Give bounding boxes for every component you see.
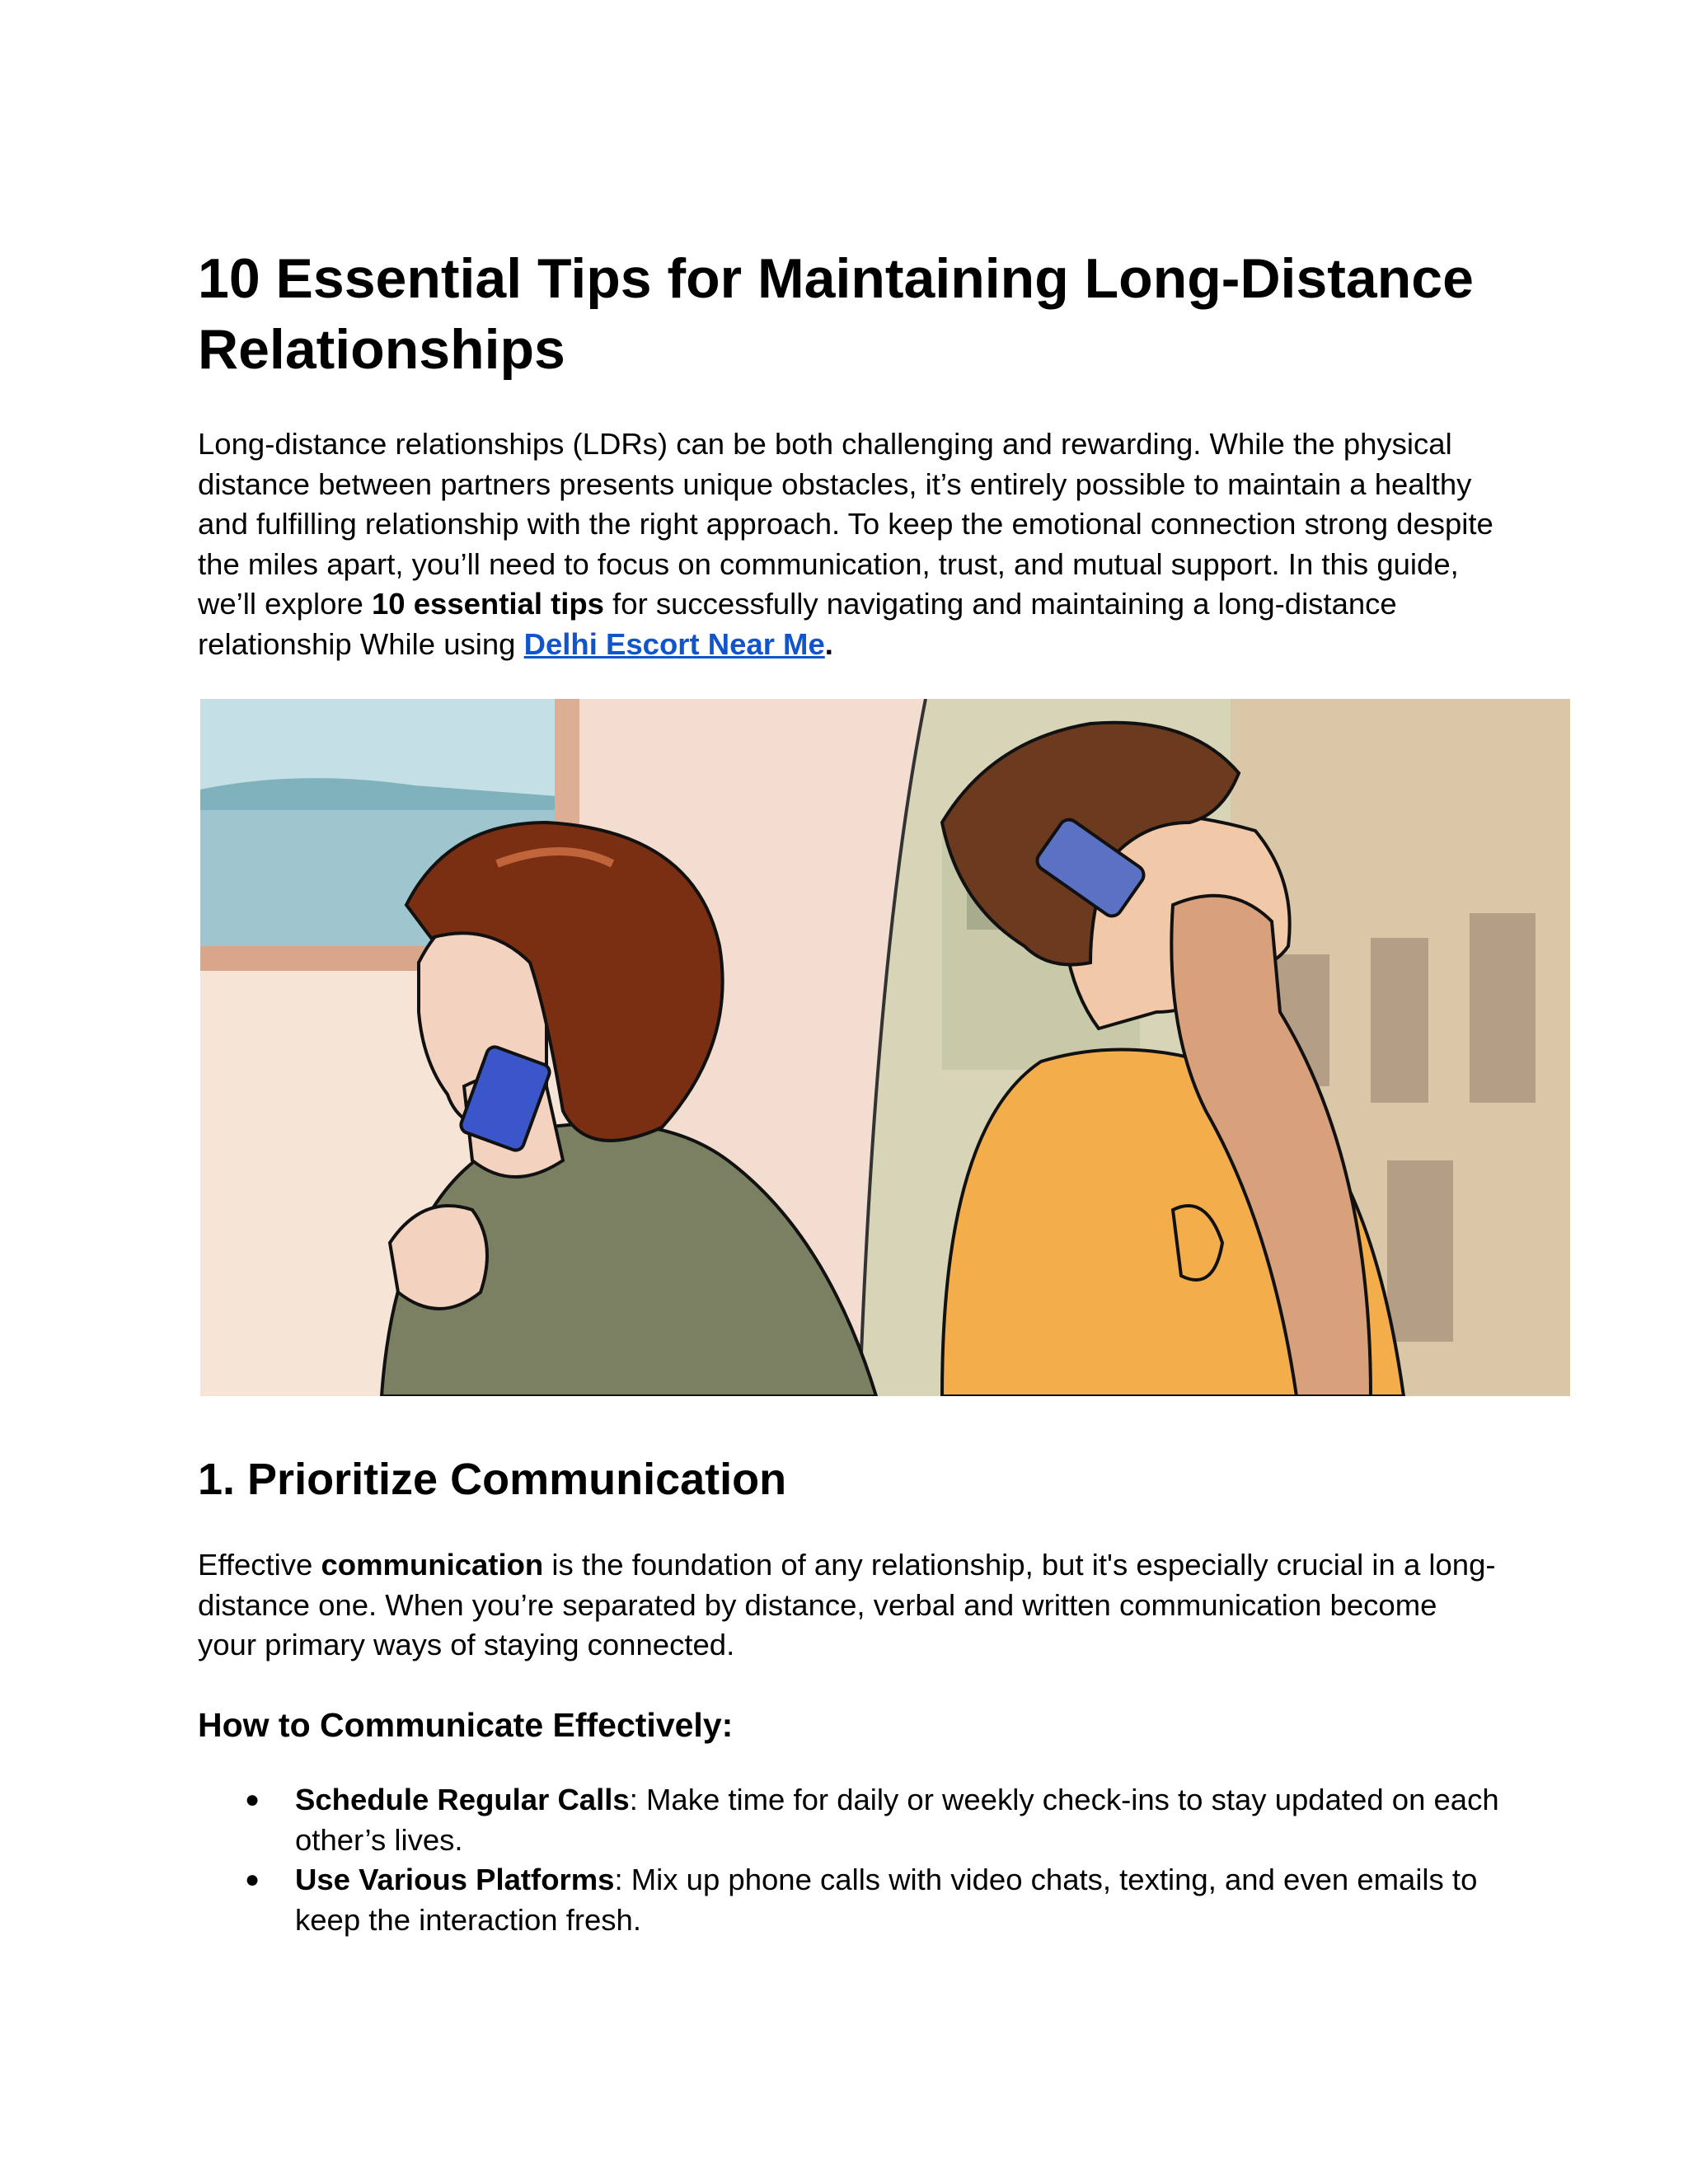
article-title: 10 Essential Tips for Maintaining Long-Distance Relationships <box>198 247 1474 381</box>
section-bold-text: communication <box>321 1548 544 1582</box>
couple-on-phone-illustration <box>200 699 1570 1396</box>
intro-bold-text: 10 essential tips <box>371 587 604 621</box>
section-text-part1: Effective <box>198 1548 321 1582</box>
intro-text-part1: Long-distance relationships (LDRs) can be both challenging and rewarding. While the physical distance between partners presents unique obstacles, it’s entirely possible to maintain a healthy and fulfilling relationship with the right approach. To keep the emotional connection strong despite the miles apart, you’ll need to focus on communication, trust, and mutual support. In this guide, we’ll explore <box>198 427 1493 621</box>
section-text-part2: is the foundation of any relationship, but it's especially crucial in a long-distance one. When you’re separated by distance, verbal and written communication become your primary ways of staying connected. <box>198 1548 1496 1661</box>
intro-text-part2: for successfully navigating and maintaining a long-distance relationship While using <box>198 587 1397 661</box>
list-item <box>198 1860 1517 1940</box>
illustration-svg <box>200 699 1570 1396</box>
tip-title: Schedule Regular Calls <box>295 1783 630 1816</box>
bullet-icon: ● <box>245 1866 260 1893</box>
building-window-5 <box>1387 1160 1453 1342</box>
building-window-2 <box>1371 938 1428 1103</box>
section-heading: 1. Prioritize Communication <box>198 1455 787 1504</box>
section-subheading: How to Communicate Effectively: <box>198 1706 734 1744</box>
tip-title: Use Various Platforms <box>295 1863 615 1896</box>
building-window-3 <box>1470 913 1536 1103</box>
intro-period: . <box>824 626 833 661</box>
tips-list <box>198 1780 1517 1940</box>
bullet-icon: ● <box>245 1786 260 1813</box>
tip-text: : Make time for daily or weekly check-ins to stay updated on each other’s lives. <box>295 1783 1499 1857</box>
list-item <box>198 1780 1517 1860</box>
tip-text: : Mix up phone calls with video chats, texting, and even emails to keep the interaction fresh. <box>295 1863 1478 1937</box>
delhi-escort-link[interactable]: Delhi Escort Near Me <box>523 626 825 661</box>
section-paragraph <box>198 1545 1500 1666</box>
intro-paragraph <box>198 424 1517 664</box>
